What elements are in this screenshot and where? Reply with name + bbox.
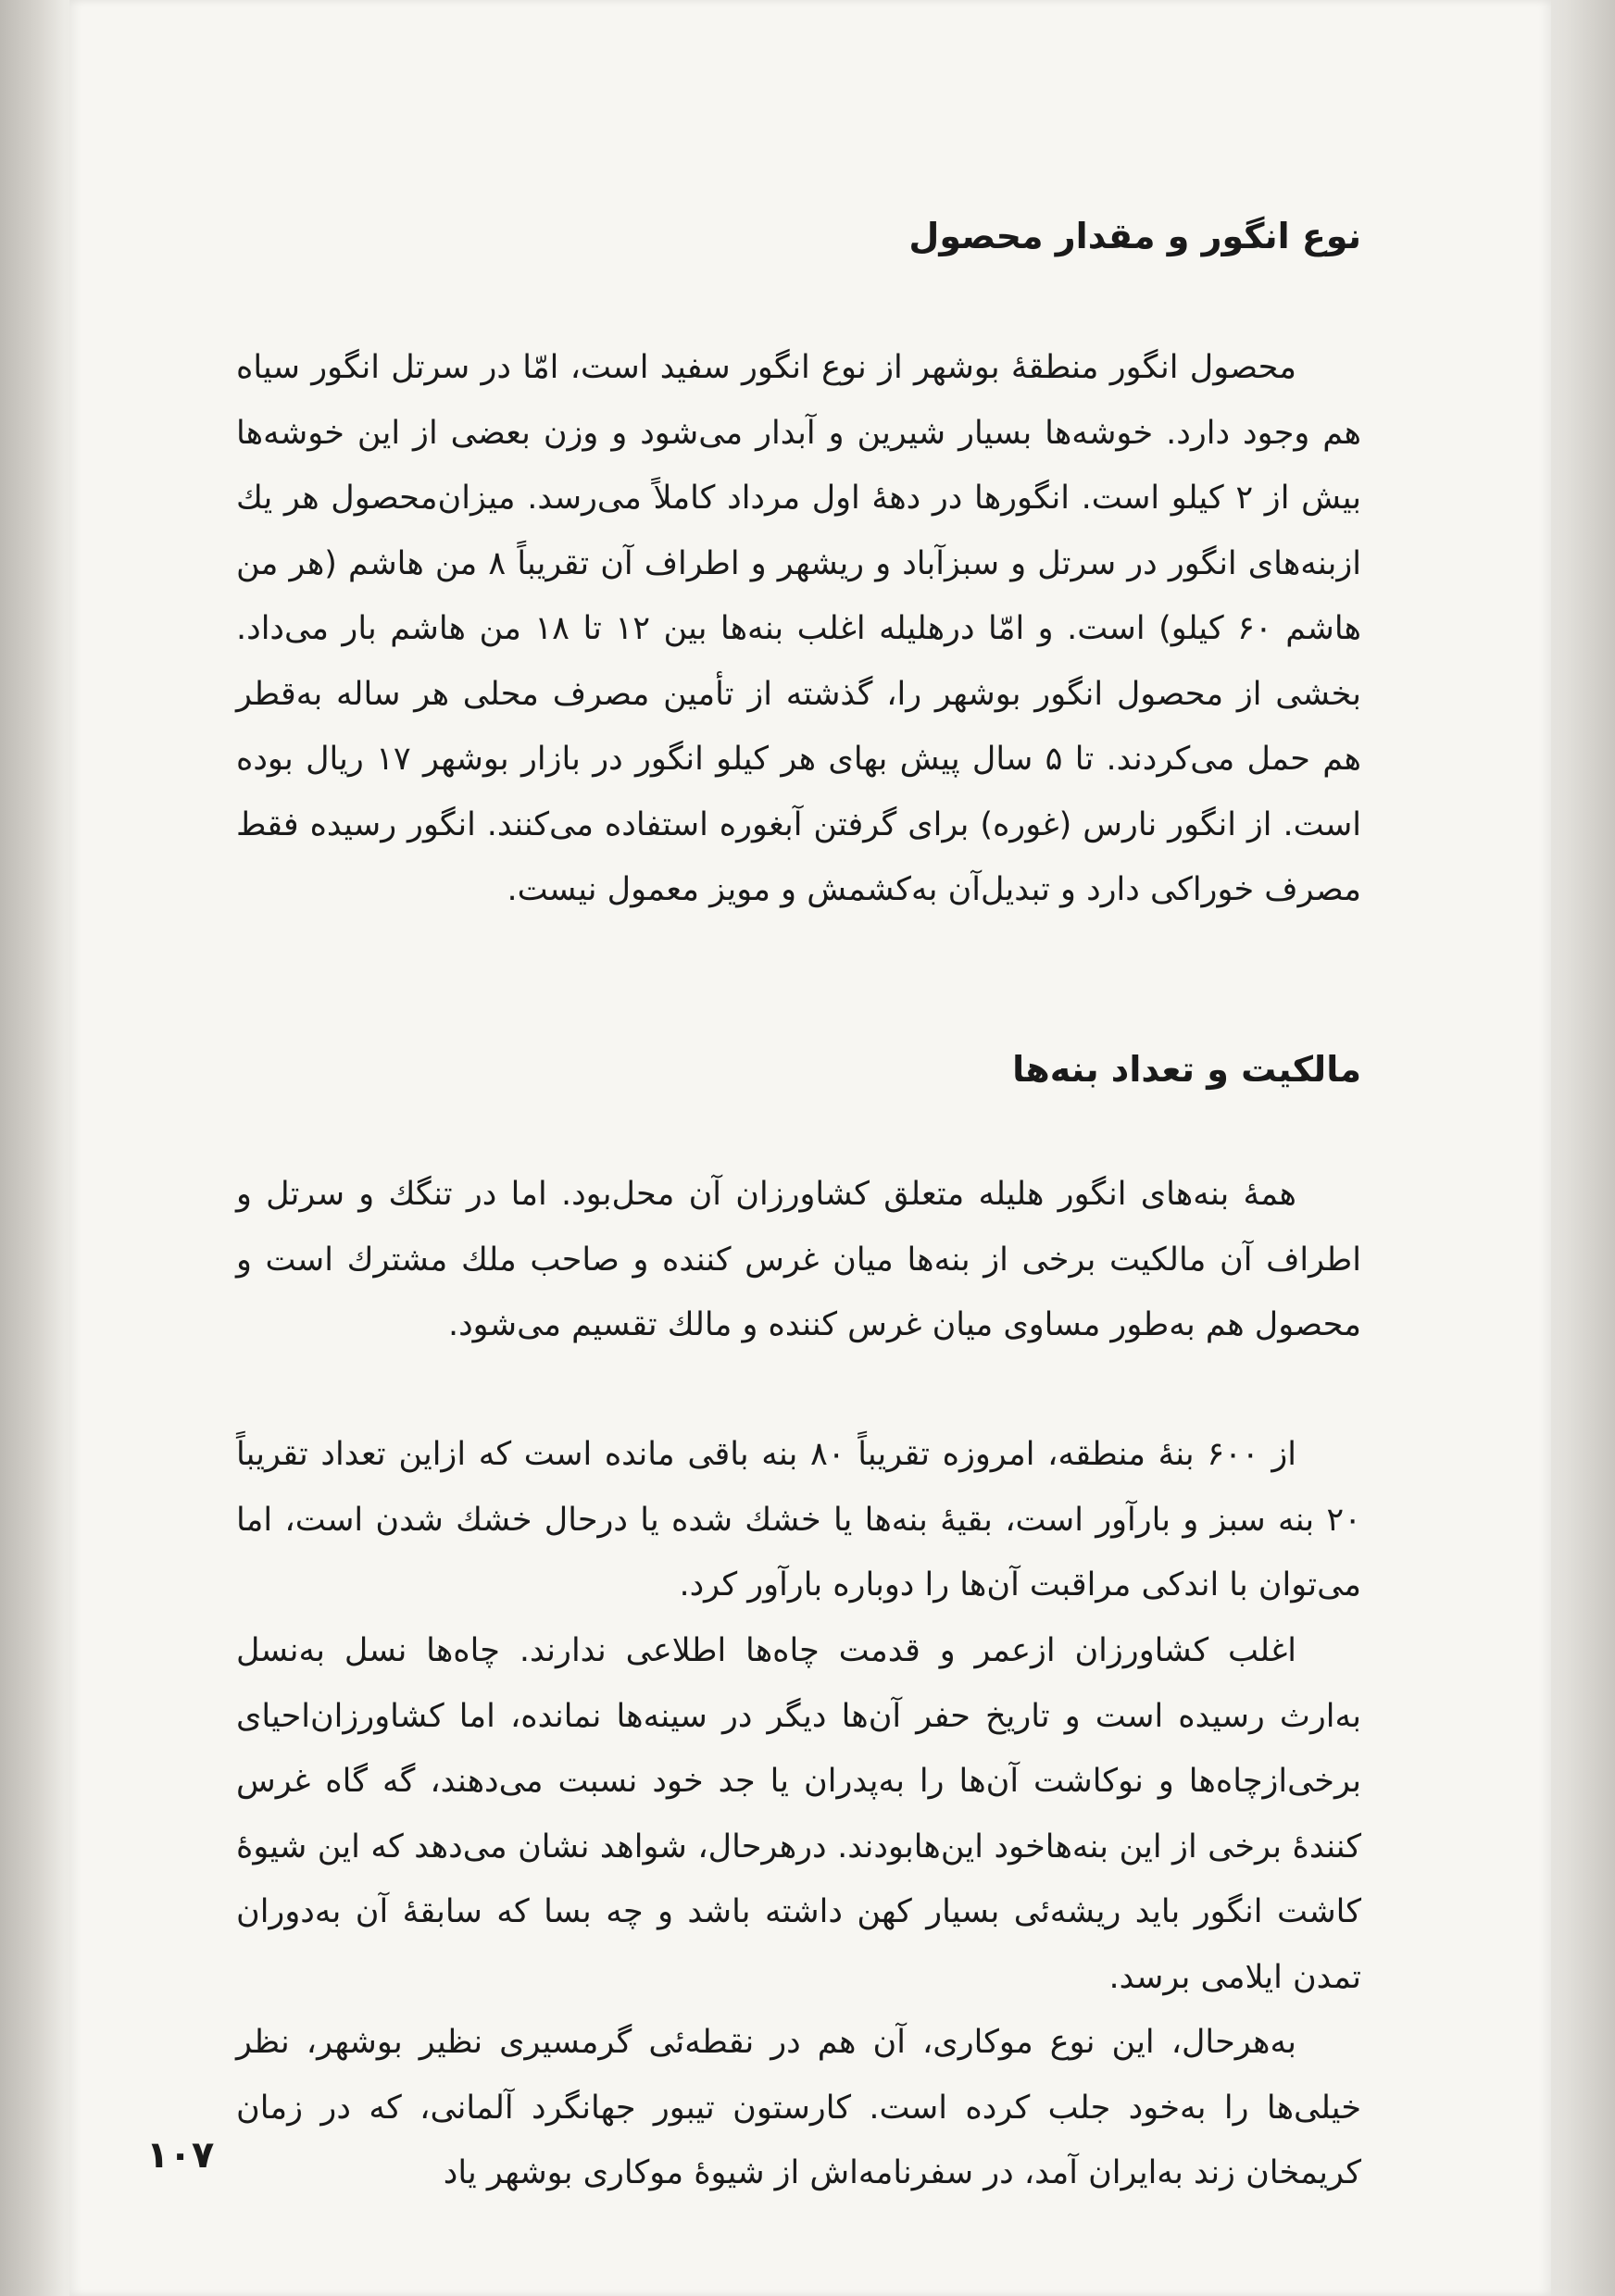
paragraph-viticulture-notice: به‌هرحال، این نوع موکاری، آن هم در نقطه‌ئی گرمسیری نظیر بوشهر، نظر خیلی‌ها را به‌خود جلب کرده است. کارستون تیبور جهانگرد آلمانی، که در زمان کریمخان زند به‌ایران آمد، در سفرنامه‌اش از شیوهٔ موکاری بوشهر یاد (236, 2024, 1361, 2191)
paragraph-grape-yield: محصول انگور منطقهٔ بوشهر از نوع انگور سفید است، امّا در سرتل انگور سیاه هم وجود دارد. خوشه‌ها بسیار شیرین و آبدار می‌شود و وزن بعضی از این خوشه‌ها بیش از ۲ کیلو است. انگورها در دههٔ اول مرداد کاملاً می‌رسد. میزان‌محصول هر یك ازبنه‌های انگور در سرتل و سبزآباد و ریشهر و اطراف آن تقریباً ۸ من هاشم (هر من هاشم ۶۰ کیلو) است. و امّا درهلیله اغلب بنه‌ها بین ۱۲ تا ۱۸ من هاشم بار می‌داد. بخشی از محصول انگور بوشهر را، گذشته از تأمین مصرف محلی هر ساله به‌قطر هم حمل می‌کردند. تا ۵ سال پیش بهای هر کیلو انگور در بازار بوشهر ۱۷ ریال بوده است. از انگور نارس (غوره) برای گرفتن آبغوره استفاده می‌کنند. انگور رسیده فقط مصرف خوراکی دارد و تبدیل‌آن به‌کشمش و مویز معمول نیست. (236, 349, 1362, 908)
section-heading-grape-type: نوع انگور و مقدار محصول (908, 216, 1361, 256)
section-heading-ownership: مالکیت و تعداد بنه‌ها (1012, 1049, 1361, 1090)
paragraph-vine-count: از ۶۰۰ بنهٔ منطقه، امروزه تقریباً ۸۰ بنه باقی مانده است که ازاین تعداد تقریباً ۲۰ بنه سبز و بارآور است، بقیهٔ بنه‌ها یا خشك شده یا درحال خشك شدن است، اما می‌توان با اندکی مراقبت آن‌ها را دوباره بارآور کرد. (236, 1436, 1361, 1603)
page-number: ۱۰۷ (146, 2134, 215, 2177)
paragraph-ownership: همهٔ بنه‌های انگور هلیله متعلق کشاورزان آن محل‌بود. اما در تنگك و سرتل و اطراف آن مالکیت برخی از بنه‌ها میان غرس کننده و صاحب ملك مشترك است و محصول هم به‌طور مساوی میان غرس کننده و مالك تقسیم می‌شود. (236, 1176, 1361, 1343)
paragraph-wells-history: اغلب کشاورزان ازعمر و قدمت چاه‌ها اطلاعی ندارند. چاه‌ها نسل به‌نسل به‌ارث رسیده است و تاریخ حفر آن‌ها دیگر در سینه‌ها نمانده، اما کشاورزان‌احیای برخی‌ازچاه‌ها و نوکاشت آن‌ها را به‌پدران یا جد خود نسبت می‌دهند، گه گاه غرس کنندهٔ برخی از این بنه‌هاخود این‌هابودند. درهرحال، شواهد نشان می‌دهد که این شیوهٔ کاشت انگور باید ریشه‌ئی بسیار کهن داشته باشد و چه بسا که سابقهٔ آن به‌دوران تمدن ایلامی برسد. (236, 1632, 1361, 1996)
